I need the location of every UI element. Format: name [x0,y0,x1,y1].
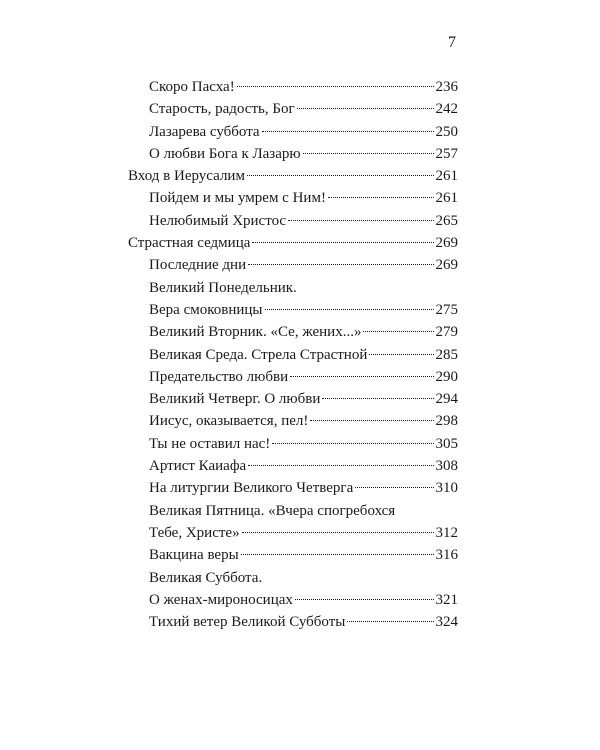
toc-entry-page: 312 [435,524,458,541]
toc-entry-page: 279 [435,324,458,341]
dot-leader [242,532,434,533]
toc-entry [128,544,458,566]
toc-entry [128,121,458,143]
toc-entry-page: 285 [435,346,458,363]
toc-entry-page: 305 [435,435,458,452]
toc-entry [128,232,458,254]
toc-entry-title: Тихий ветер Великой Субботы [149,614,346,631]
toc-entry-page: 308 [435,458,458,475]
toc-entry [128,165,458,187]
dot-leader [355,487,433,488]
toc-entry-title: Великий Понедельник. [149,279,297,296]
toc-entry [128,366,458,388]
toc-entry-page: 321 [435,591,458,608]
toc-entry-title: Предательство любви [149,368,289,385]
dot-leader [248,264,433,265]
dot-leader [322,398,433,399]
toc-entry-title: Артист Каиафа [149,458,247,475]
toc-entry-title: Страстная седмица [128,235,251,252]
toc-entry-page: 310 [435,480,458,497]
toc-entry [128,500,458,522]
dot-leader [237,86,434,87]
toc-entry-title: Тебе, Христе» [149,524,240,541]
toc-entry-title: Великий Вторник. «Се, жених...» [149,324,362,341]
toc-entry-title: Скоро Пасха! [149,79,235,95]
toc-entry-title: Великий Четверг. О любви [149,391,321,408]
dot-leader [262,131,434,132]
toc-entry-title: Великая Пятница. «Вчера спогребохся [149,502,396,519]
toc-entry-page: 269 [435,257,458,274]
toc-entry-page: 236 [435,79,458,95]
toc-entry-title: Вход в Иерусалим [128,168,245,185]
dot-leader [247,175,434,176]
toc-entry-title: О любви Бога к Лазарю [149,145,301,162]
toc-entry-title: Ты не оставил нас! [149,435,271,452]
toc-entry-title: Лазарева суббота [149,123,260,140]
toc-entry-page: 275 [435,301,458,318]
toc-entry-page: 290 [435,368,458,385]
toc-entry [128,143,458,165]
toc-entry [128,299,458,321]
toc-entry-title: Последние дни [149,257,247,274]
toc-entry-page: 265 [435,212,458,229]
toc-entry [128,321,458,343]
toc-entry [128,76,458,98]
dot-leader [248,465,433,466]
toc-entry-page: 261 [435,168,458,185]
toc-entry-page: 298 [435,413,458,430]
toc-entry [128,567,458,589]
toc-entry-title: Иисус, оказывается, пел! [149,413,309,430]
dot-leader [272,443,433,444]
toc-entry-page: 316 [435,547,458,564]
toc-entry-title: Вера смоковницы [149,301,263,318]
toc-entry [128,388,458,410]
dot-leader [295,599,434,600]
dot-leader [310,420,433,421]
toc-entry-title: Вакцина веры [149,547,239,564]
toc-entry-page: 294 [435,391,458,408]
toc-entry-page: 242 [435,101,458,118]
toc-entry-page: 324 [435,614,458,631]
page-number: 7 [448,34,456,51]
toc-entry [128,433,458,455]
toc-entry-title: На литургии Великого Четверга [149,480,354,497]
toc-entry [128,344,458,366]
toc-entry [128,98,458,120]
toc-entry [128,455,458,477]
toc-entry-page: 269 [435,235,458,252]
dot-leader [265,309,434,310]
table-of-contents [128,76,458,633]
toc-entry [128,187,458,209]
dot-leader [347,621,433,622]
dot-leader [363,331,433,332]
toc-entry-title: Великая Суббота. [149,569,263,586]
toc-entry-title: Нелюбимый Христос [149,212,287,229]
toc-entry-title: О женах-мироносицах [149,591,293,608]
dot-leader [290,376,433,377]
toc-entry-page: 257 [435,145,458,162]
toc-entry [128,589,458,611]
toc-entry [128,522,458,544]
toc-entry-page: 261 [435,190,458,207]
dot-leader [303,153,434,154]
dot-leader [288,220,433,221]
toc-entry [128,277,458,299]
toc-entry-title: Старость, радость, Бог [149,101,295,118]
dot-leader [328,197,434,198]
toc-entry [128,477,458,499]
toc-entry [128,210,458,232]
toc-entry [128,611,458,633]
dot-leader [252,242,433,243]
dot-leader [241,554,434,555]
toc-entry [128,410,458,432]
toc-entry [128,254,458,276]
dot-leader [369,354,433,355]
toc-entry-page: 250 [435,123,458,140]
dot-leader [297,108,434,109]
toc-entry-title: Пойдем и мы умрем с Ним! [149,190,326,207]
toc-entry-title: Великая Среда. Стрела Страстной [149,346,368,363]
